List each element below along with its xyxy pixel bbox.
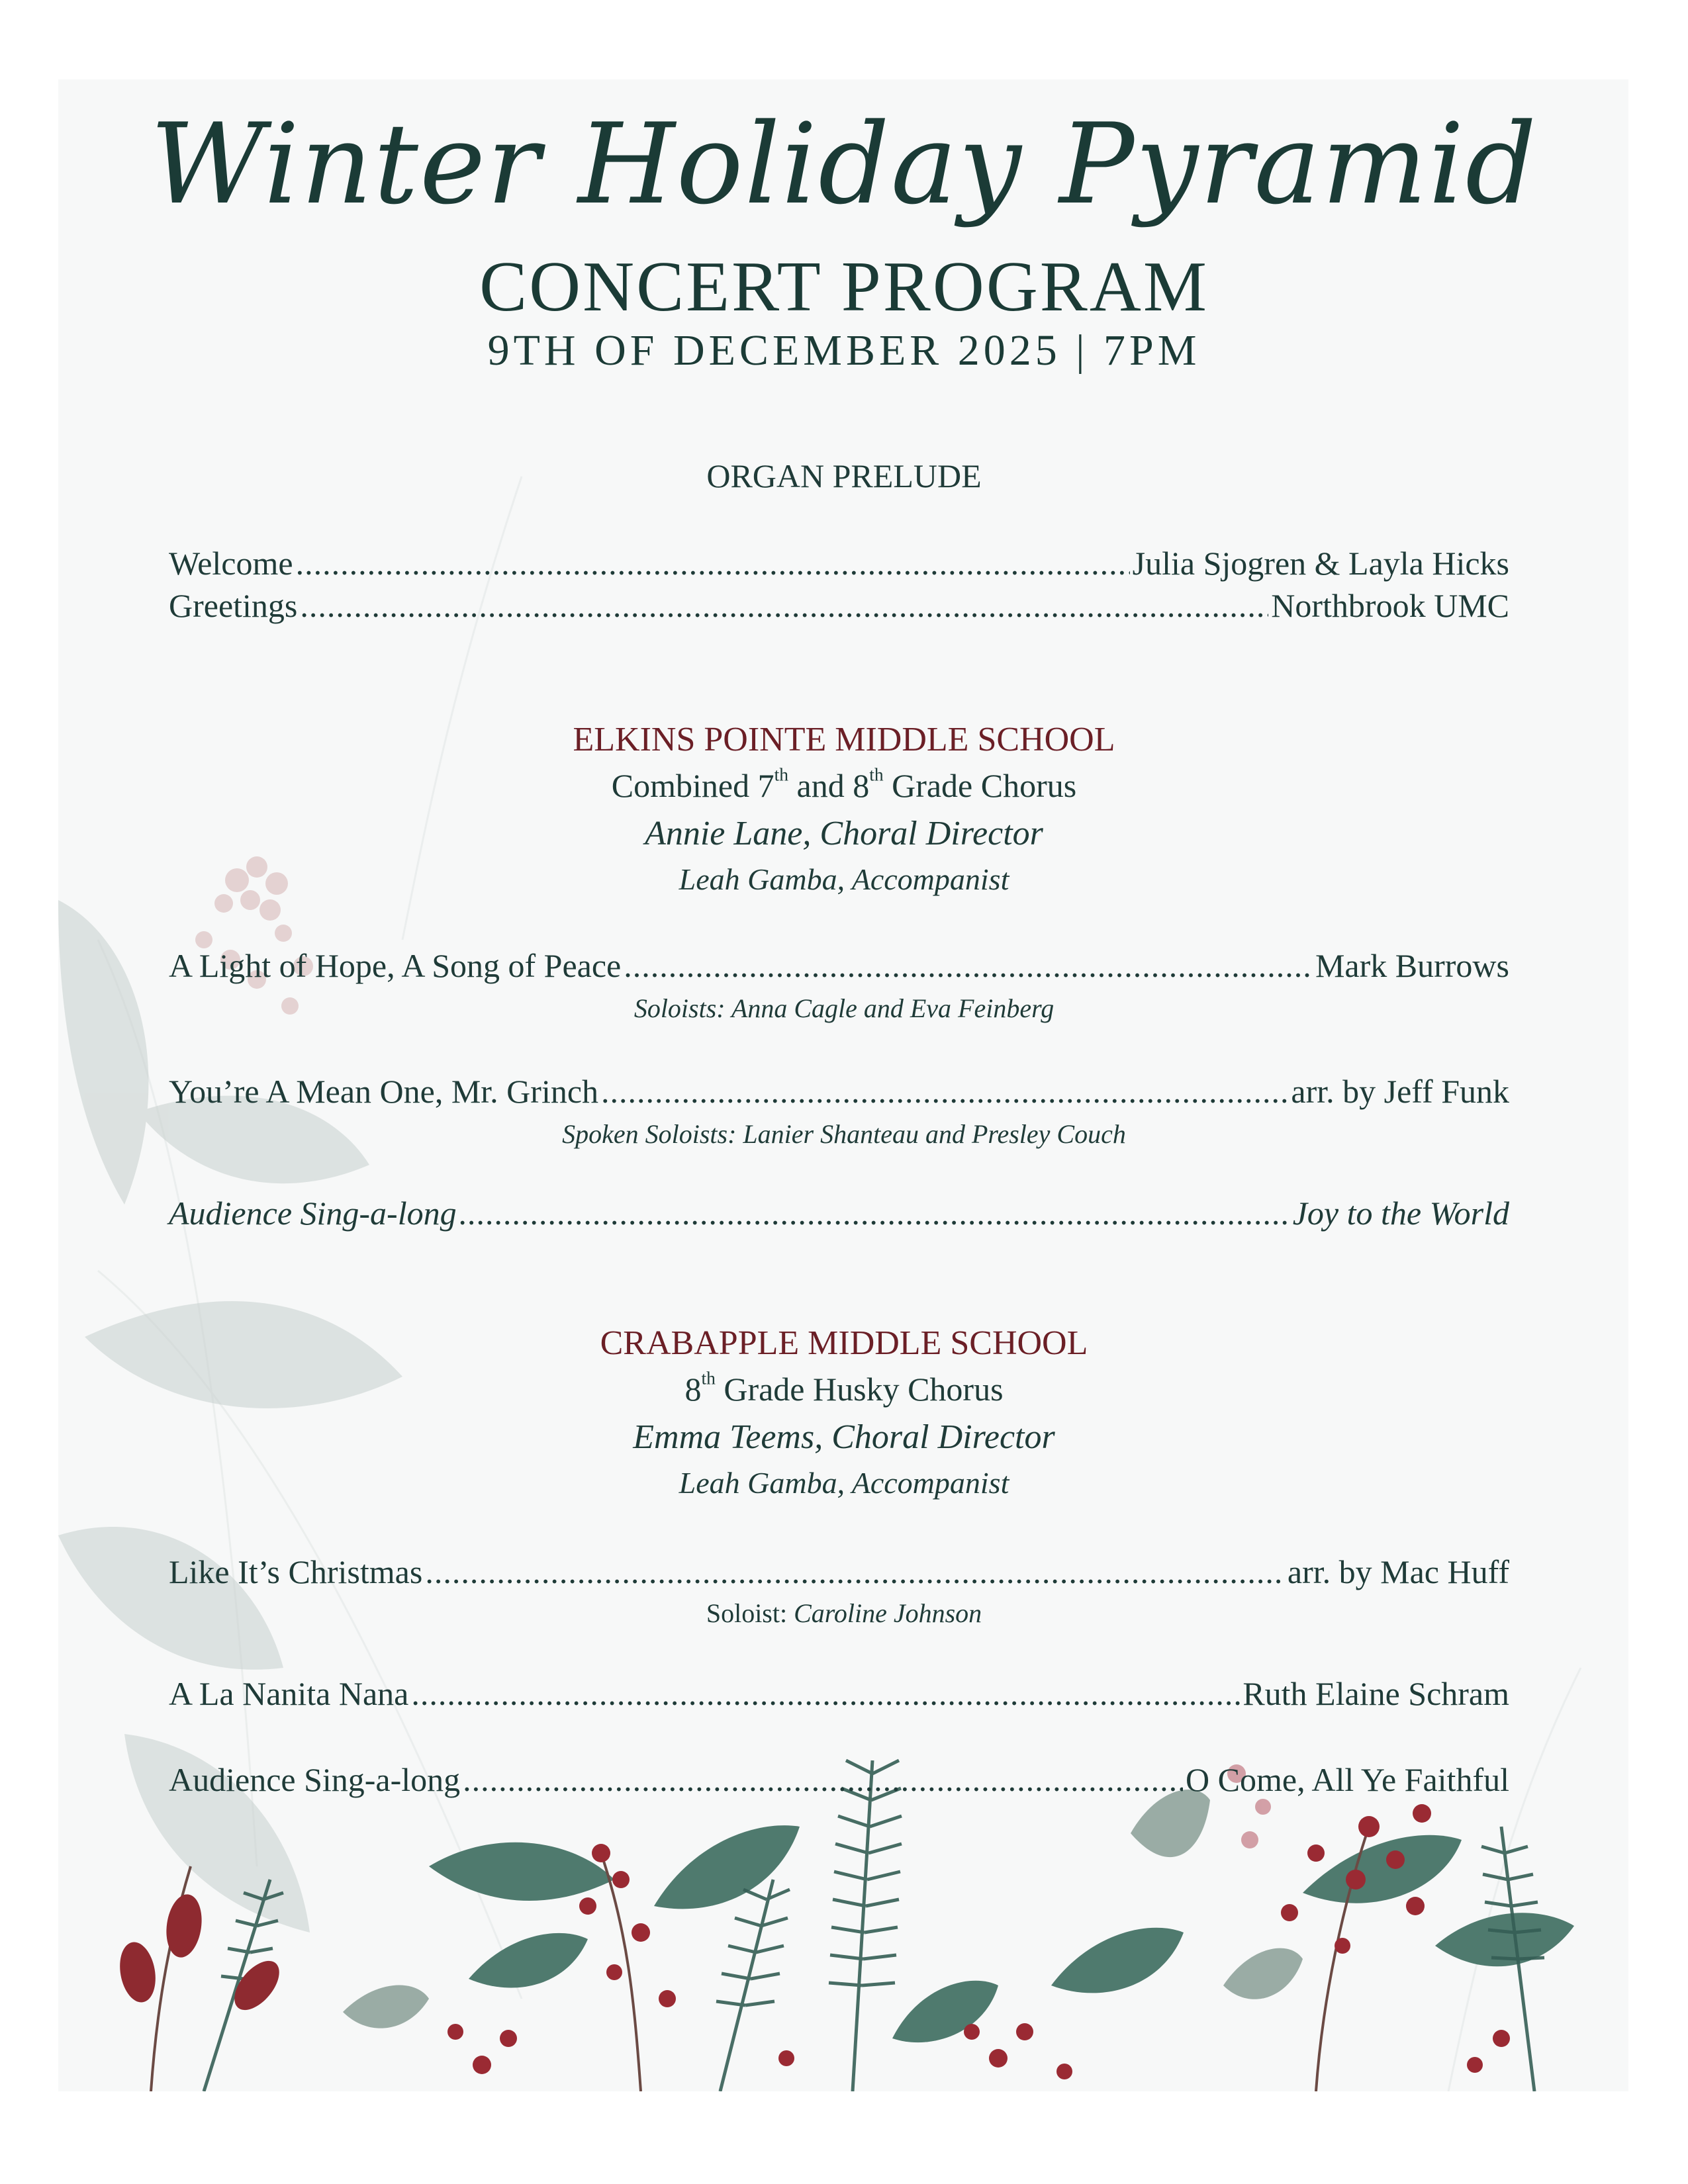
program-row-piece bbox=[169, 946, 1509, 985]
accompanist: Leah Gamba, Accompanist bbox=[679, 862, 1009, 896]
piece-title: Audience Sing-a-long bbox=[169, 1761, 461, 1798]
organ-prelude: ORGAN PRELUDE bbox=[706, 457, 982, 494]
leader-dots bbox=[624, 946, 1313, 985]
row-label: Greetings bbox=[169, 587, 298, 624]
piece-title: A Light of Hope, A Song of Peace bbox=[169, 947, 622, 984]
event-date: 9TH OF DECEMBER 2025 | 7PM bbox=[487, 326, 1201, 375]
piece-composer: Ruth Elaine Schram bbox=[1243, 1675, 1509, 1712]
accompanist: Leah Gamba, Accompanist bbox=[679, 1466, 1009, 1500]
program-row-piece bbox=[169, 1553, 1509, 1591]
program-row-singalong bbox=[169, 1194, 1509, 1232]
chorus-name: Combined 7th and 8th Grade Chorus bbox=[611, 764, 1077, 804]
leader-dots bbox=[425, 1553, 1285, 1591]
choral-director: Emma Teems, Choral Director bbox=[633, 1418, 1055, 1456]
program-row-piece bbox=[169, 1072, 1509, 1111]
piece-title: Like It’s Christmas bbox=[169, 1553, 423, 1590]
program-row-piece bbox=[169, 1674, 1509, 1713]
piece-title: You’re A Mean One, Mr. Grinch bbox=[169, 1073, 599, 1110]
school-heading-crabapple: CRABAPPLE MIDDLE SCHOOL bbox=[600, 1324, 1088, 1362]
row-label: Welcome bbox=[169, 545, 293, 582]
piece-arranger: arr. by Mac Huff bbox=[1287, 1553, 1509, 1590]
row-value: Julia Sjogren & Layla Hicks bbox=[1132, 545, 1509, 582]
piece-composer: Mark Burrows bbox=[1315, 947, 1509, 984]
leader-dots bbox=[459, 1194, 1290, 1232]
soloists-note: Spoken Soloists: Lanier Shanteau and Presley Couch bbox=[562, 1119, 1126, 1149]
leader-dots bbox=[463, 1760, 1183, 1799]
choral-director: Annie Lane, Choral Director bbox=[645, 815, 1043, 852]
script-title: Winter Holiday Pyramid bbox=[150, 99, 1538, 229]
page-title: CONCERT PROGRAM bbox=[479, 248, 1209, 326]
row-value: Northbrook UMC bbox=[1271, 587, 1509, 624]
leader-dots bbox=[411, 1674, 1240, 1713]
soloists-note: Soloists: Anna Cagle and Eva Feinberg bbox=[633, 993, 1055, 1023]
song-title: O Come, All Ye Faithful bbox=[1186, 1761, 1509, 1798]
soloist-note: Soloist: Caroline Johnson bbox=[706, 1598, 982, 1628]
leader-dots bbox=[601, 1072, 1288, 1111]
program-row-singalong bbox=[169, 1760, 1509, 1799]
chorus-name: 8th Grade Husky Chorus bbox=[684, 1367, 1004, 1408]
piece-title: A La Nanita Nana bbox=[169, 1675, 409, 1712]
program-row-welcome bbox=[169, 544, 1509, 582]
leader-dots bbox=[300, 586, 1268, 625]
leader-dots bbox=[296, 544, 1130, 582]
piece-composer: arr. by Jeff Funk bbox=[1291, 1073, 1509, 1110]
program-row-greetings bbox=[169, 586, 1509, 625]
piece-title: Audience Sing-a-long bbox=[169, 1195, 457, 1232]
school-heading-elkins: ELKINS POINTE MIDDLE SCHOOL bbox=[573, 721, 1115, 758]
song-title: Joy to the World bbox=[1292, 1195, 1509, 1232]
